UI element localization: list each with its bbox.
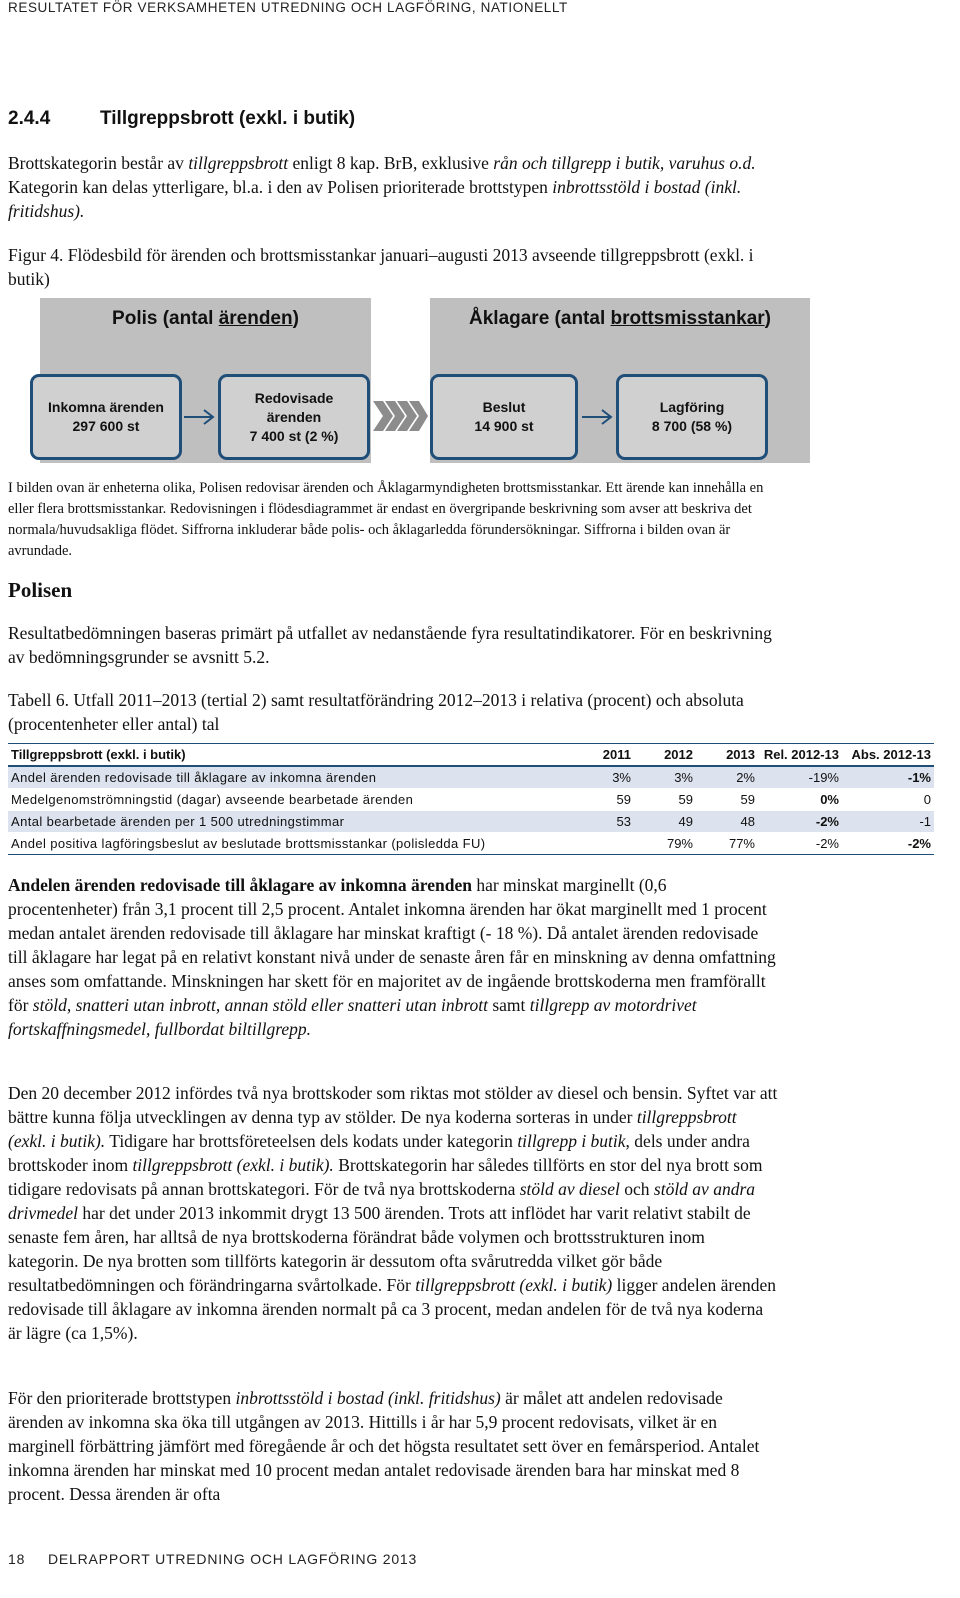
polisen-heading: Polisen	[8, 578, 73, 602]
flow-box-inkomna: Inkomna ärenden 297 600 st	[30, 374, 182, 460]
table-header: Rel. 2012-13	[758, 744, 842, 767]
table-header-row	[8, 744, 934, 767]
table-row: Antal bearbetade ärenden per 1 500 utredningstimmar 53 49 48 -2% -1	[8, 811, 934, 833]
body-paragraph-3: För den prioriterade brottstypen inbrottsstöld i bostad (inkl. fritidshus) är målet att andelen redovisade ärenden av inkomna ska öka till utgången av 2013. Hittills i år har 5,9 procent redovisats, vilket är en marginell förbättring jämfört med föregående år och det högsta resultatet sett över en femårsperiod. Antalet inkomna ärenden har minskat med 10 procent medan antalet redovisade ärenden bara har minskat med 8 procent. Dessa ärenden är ofta	[8, 1388, 760, 1504]
arrow-right-icon	[582, 408, 614, 426]
section-title: Tillgreppsbrott (exkl. i butik)	[100, 108, 356, 129]
body-paragraph-2: Den 20 december 2012 infördes två nya brottskoder som riktas mot stölder av diesel och bensin. Syftet var att bättre kunna följa utvecklingen av denna typ av stölder. De nya koderna sorteras in under tillgreppsbrott (exkl. i butik). Tidigare har brottsföreteelsen dels kodats under kategorin tillgrepp i butik, dels under andra brottskoder inom tillgreppsbrott (exkl. i butik). Brottskategorin har således tillförts en stor del nya brott som tidigare redovisats på annan brottskategori. För de två nya brottskoderna stöld av diesel och stöld av andra drivmedel har det under 2013 inkommit drygt 13 500 ärenden. Trots att inflödet har varit relativt stabilt de senaste fem åren, har alltså de nya brottskoderna förändrat både volymen och brottsstrukturen inom kategorin. De nya brotten som tillförts kategorin är dessutom ofta svårutredda vilket gör både resultatbedömningen och förändringarna svårtolkade. För tillgreppsbrott (exkl. i butik) ligger andelen ärenden redovisade till åklagare av inkomna ärenden normalt på ca 3 procent, medan andelen för de två nya koderna är lägre (ca 1,5%).	[8, 1083, 778, 1343]
section-number: 2.4.4	[8, 108, 51, 129]
section-heading	[8, 108, 355, 130]
polisen-paragraph: Resultatbedömningen baseras primärt på utfallet av nedanstående fyra resultatindikatorer. För en beskrivning av bedömningsgrunder se avsnitt 5.2.	[8, 623, 772, 667]
body-paragraph-1: Andelen ärenden redovisade till åklagare av inkomna ärenden har minskat marginellt (0,6 procentenheter) från 3,1 procent till 2,5 procent. Antalet inkomna ärenden har ökat marginellt med 1 procent medan antalet ärenden redovisade till åklagare har minskat kraftigt (- 18 %). Då antalet ärenden redovisade till åklagare har legat på en relativt konstant nivå under de senaste åren får en minskning av denna omfattning anses som omfattande. Minskningen har skett för en majoritet av de ingående brottskoderna men framförallt för stöld, snatteri utan inbrott, annan stöld eller snatteri utan inbrott samt tillgrepp av motordrivet fortskaffningsmedel, fullbordat biltillgrepp.	[8, 875, 776, 1039]
flow-box-lagforing: Lagföring 8 700 (58 %)	[616, 374, 768, 460]
running-header: RESULTATET FÖR VERKSAMHETEN UTREDNING OCH LAGFÖRING, NATIONELLT	[8, 0, 568, 15]
table-header: 2011	[572, 744, 634, 767]
table-row: Andel ärenden redovisade till åklagare av inkomna ärenden 3% 3% 2% -19% -1%	[8, 766, 934, 789]
flow-box-redovisade: Redovisade ärenden 7 400 st (2 %)	[218, 374, 370, 460]
table-header: Abs. 2012-13	[842, 744, 934, 767]
figure-note: I bilden ovan är enheterna olika, Polisen redovisar ärenden och Åklagarmyndigheten brottsmisstankar. Ett ärende kan innehålla en eller flera brottsmisstankar. Redovisningen i flödesdiagrammet är endast en övergripande beskrivning som avser att beskriva det normala/huvudsakliga flödet. Siffrorna inkluderar både polis- och åklagarledda förundersökningar. Siffrorna i bilden ovan är avrundade.	[8, 480, 764, 559]
table-row: Andel positiva lagföringsbeslut av beslutade brottsmisstankar (polisledda FU) 79% 77% -2% -2%	[8, 833, 934, 855]
intro-paragraph: Brottskategorin består av tillgreppsbrott enligt 8 kap. BrB, exklusive rån och tillgrepp i butik, varuhus o.d. Kategorin kan delas ytterligare, bl.a. i den av Polisen prioriterade brottstypen inbrottsstöld i bostad (inkl. fritidshus).	[8, 153, 756, 221]
page-number: 18	[8, 1551, 26, 1567]
arrow-right-icon	[184, 408, 216, 426]
chevrons-icon	[373, 401, 428, 431]
flow-diagram	[40, 298, 810, 463]
table-row: Medelgenomströmningstid (dagar) avseende bearbetade ärenden 59 59 59 0% 0	[8, 789, 934, 811]
table-header: Tillgreppsbrott (exkl. i butik)	[8, 744, 572, 767]
footer-title: DELRAPPORT UTREDNING OCH LAGFÖRING 2013	[48, 1551, 418, 1567]
table-header: 2012	[634, 744, 696, 767]
prosecutor-panel-title: Åklagare (antal brottsmisstankar)	[469, 308, 771, 329]
flow-box-beslut: Beslut 14 900 st	[430, 374, 578, 460]
table-caption: Tabell 6. Utfall 2011–2013 (tertial 2) samt resultatförändring 2012–2013 i relativa (procent) och absoluta (procentenheter eller antal) tal	[8, 690, 744, 734]
police-panel-title: Polis (antal ärenden)	[112, 308, 299, 329]
results-table	[8, 743, 934, 855]
table-header: 2013	[696, 744, 758, 767]
figure-caption: Figur 4. Flödesbild för ärenden och brottsmisstankar januari–augusti 2013 avseende tillgreppsbrott (exkl. i butik)	[8, 245, 754, 289]
page-footer	[8, 1551, 417, 1567]
